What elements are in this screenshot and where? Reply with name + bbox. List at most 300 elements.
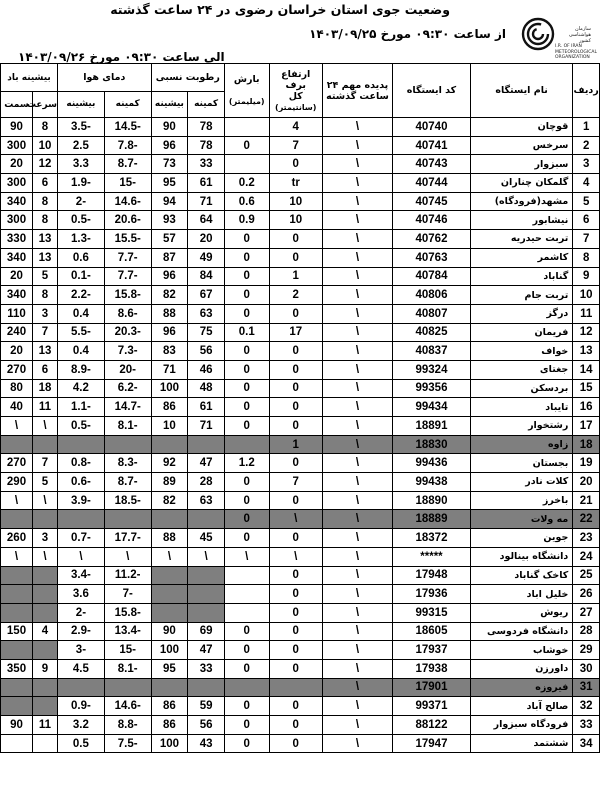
station-name: تایباد [470,398,572,417]
col-rain [225,64,270,118]
row-number: 34 [573,734,600,753]
table-row [58,716,600,735]
wind-speed [33,603,58,622]
station-name: مه ولات [470,510,572,529]
phenomenon: \ [322,286,392,305]
wind-direction: 20 [1,267,33,286]
station-code: 99438 [393,473,471,492]
phenomenon: \ [322,435,392,454]
temp-min: \ [104,547,151,566]
station-name: بجستان [470,454,572,473]
humidity-min: 28 [188,473,225,492]
table-row [58,267,600,286]
wind-row [1,697,58,716]
col-rain-label: بارش [233,74,260,85]
wind-row [1,734,58,753]
wind-row [1,659,58,678]
snow-depth: \ [269,510,322,529]
spiral-logo-icon [521,14,555,54]
temp-min: -17.7 [104,529,151,548]
rainfall: 0.6 [225,192,270,211]
row-number: 23 [573,529,600,548]
row-number: 6 [573,211,600,230]
station-code: 99324 [393,360,471,379]
wind-row [1,417,58,436]
table-row [58,697,600,716]
humidity-min: 56 [188,342,225,361]
snow-depth: 0 [269,697,322,716]
rainfall: 0 [225,734,270,753]
wind-speed: 5 [33,473,58,492]
rainfall: 0.9 [225,211,270,230]
wind-direction: 300 [1,211,33,230]
table-row [58,641,600,660]
temp-max: 3.2 [58,716,105,735]
snow-depth [269,678,322,697]
wind-row [1,454,58,473]
phenomenon: \ [322,678,392,697]
station-name: کاشمر [470,248,572,267]
table-row [58,286,600,305]
snow-depth: 0 [269,622,322,641]
temp-min: -15.8 [104,286,151,305]
humidity-max: 10 [151,417,188,436]
temp-max: 3.6 [58,585,105,604]
temp-max: -1.9 [58,174,105,193]
wind-row [1,211,58,230]
wind-direction [1,510,33,529]
wind-speed [33,566,58,585]
wind-speed: 11 [33,398,58,417]
station-name: رشتخوار [470,417,572,436]
table-row [58,417,600,436]
station-code: 17901 [393,678,471,697]
temp-min: -8.1 [104,417,151,436]
humidity-min: 61 [188,174,225,193]
table-row [58,529,600,548]
station-code: 40741 [393,136,471,155]
rainfall: 0 [225,417,270,436]
wind-direction: \ [1,547,33,566]
temp-min: -6.2 [104,379,151,398]
wind-speed [33,641,58,660]
temp-max [58,678,105,697]
humidity-min [188,435,225,454]
temp-max: \ [58,547,105,566]
snow-depth: 0 [269,248,322,267]
wind-speed: 9 [33,659,58,678]
snow-depth: 0 [269,641,322,660]
row-number: 3 [573,155,600,174]
wind-direction: 270 [1,454,33,473]
wind-speed: 8 [33,211,58,230]
rainfall: 0 [225,659,270,678]
wind-speed [33,678,58,697]
phenomenon: \ [322,323,392,342]
row-number: 33 [573,716,600,735]
row-number: 15 [573,379,600,398]
station-name: سبزوار [470,155,572,174]
temp-max: -0.6 [58,473,105,492]
snow-depth: 7 [269,136,322,155]
wind-direction: 240 [1,323,33,342]
humidity-max: 83 [151,342,188,361]
table-row [58,248,600,267]
snow-depth: 10 [269,192,322,211]
wind-direction: 260 [1,529,33,548]
wind-speed: 8 [33,118,58,137]
table-row [58,435,600,454]
temp-max: -1.1 [58,398,105,417]
temp-max [58,435,105,454]
station-code: 40807 [393,304,471,323]
wind-direction [1,435,33,454]
temp-min: -8.6 [104,304,151,323]
humidity-min [188,585,225,604]
humidity-min: 64 [188,211,225,230]
rainfall: \ [225,547,270,566]
table-row [58,192,600,211]
wind-speed [33,697,58,716]
phenomenon: \ [322,267,392,286]
wind-speed: 7 [33,323,58,342]
humidity-max: 94 [151,192,188,211]
humidity-min: 84 [188,267,225,286]
station-code: 99434 [393,398,471,417]
humidity-min [188,566,225,585]
humidity-max: 87 [151,248,188,267]
humidity-min: 56 [188,716,225,735]
station-name: کاخک گناباد [470,566,572,585]
col-wind-dir: سمت [1,92,33,118]
humidity-max: 88 [151,529,188,548]
temp-max: -3 [58,641,105,660]
phenomenon: \ [322,174,392,193]
station-name: درگز [470,304,572,323]
humidity-max: 86 [151,716,188,735]
wind-speed: 6 [33,360,58,379]
humidity-max [151,435,188,454]
station-code: 40837 [393,342,471,361]
station-code: 18891 [393,417,471,436]
rainfall: 0 [225,267,270,286]
wind-direction: \ [1,491,33,510]
wind-speed: 12 [33,155,58,174]
humidity-max [151,678,188,697]
station-code: 40784 [393,267,471,286]
table-row [58,678,600,697]
wind-row [1,435,58,454]
wind-direction [1,603,33,622]
humidity-min [188,678,225,697]
wind-direction [1,697,33,716]
humidity-max: 89 [151,473,188,492]
wind-row [1,510,58,529]
station-code: 18890 [393,491,471,510]
rainfall [225,603,270,622]
phenomenon: \ [322,659,392,678]
station-code: 40744 [393,174,471,193]
table-row [58,585,600,604]
row-number: 29 [573,641,600,660]
station-name: گناباد [470,267,572,286]
table-row [58,211,600,230]
wind-direction: 40 [1,398,33,417]
wind-row [1,192,58,211]
humidity-min: 75 [188,323,225,342]
wind-speed: \ [33,491,58,510]
humidity-min: 67 [188,286,225,305]
humidity-max: 73 [151,155,188,174]
wind-speed: 8 [33,286,58,305]
col-snow-mid: کل [288,90,303,102]
wind-direction: 90 [1,118,33,137]
phenomenon: \ [322,473,392,492]
humidity-max: 86 [151,398,188,417]
table-row [58,603,600,622]
row-number: 2 [573,136,600,155]
station-code: 18372 [393,529,471,548]
temp-min: -20 [104,360,151,379]
row-number: 9 [573,267,600,286]
temp-max: -0.5 [58,211,105,230]
temp-min: -8.7 [104,473,151,492]
temp-min: -20.3 [104,323,151,342]
logo-text-fa: سازمان هواشناسی کشور [568,26,591,44]
phenomenon: \ [322,417,392,436]
snow-depth: 0 [269,529,322,548]
logo-text-en: I.R. OF IRAN METEOROLOGICAL ORGANIZATION [555,44,597,60]
wind-direction: 20 [1,342,33,361]
wind-direction: 80 [1,379,33,398]
humidity-min [188,603,225,622]
wind-speed: 13 [33,248,58,267]
temp-max: -2.9 [58,622,105,641]
wind-speed [33,435,58,454]
humidity-min: 78 [188,136,225,155]
temp-max: -3.9 [58,491,105,510]
wind-speed [33,585,58,604]
humidity-min: 71 [188,417,225,436]
station-code: 18605 [393,622,471,641]
table-row [58,379,600,398]
temp-max: -1.3 [58,230,105,249]
humidity-max: 90 [151,622,188,641]
snow-depth: 1 [269,435,322,454]
wind-direction: \ [1,417,33,436]
wind-row [1,155,58,174]
snow-depth: 0 [269,230,322,249]
station-code: 17937 [393,641,471,660]
humidity-max: 95 [151,174,188,193]
snow-depth: 7 [269,473,322,492]
temp-min: -14.5 [104,118,151,137]
temp-min: -7.5 [104,734,151,753]
phenomenon: \ [322,118,392,137]
temp-min: -14.7 [104,398,151,417]
station-name: نیشابور [470,211,572,230]
row-number: 18 [573,435,600,454]
table-row [58,155,600,174]
wind-speed: 8 [33,192,58,211]
wind-speed: 7 [33,454,58,473]
row-number: 11 [573,304,600,323]
row-number: 16 [573,398,600,417]
humidity-min [188,510,225,529]
temp-min: -7 [104,585,151,604]
phenomenon: \ [322,192,392,211]
rainfall: 0 [225,398,270,417]
row-number: 19 [573,454,600,473]
phenomenon: \ [322,529,392,548]
station-code: 18889 [393,510,471,529]
rainfall: 0 [225,304,270,323]
wind-direction: 340 [1,286,33,305]
station-name: سرخس [470,136,572,155]
humidity-max [151,566,188,585]
phenomenon: \ [322,622,392,641]
humidity-min: 78 [188,118,225,137]
phenomenon: \ [322,454,392,473]
col-temp-max: بیشینه [58,92,105,118]
rainfall: 0 [225,716,270,735]
temp-max: 0.6 [58,248,105,267]
station-code: 17938 [393,659,471,678]
row-number: 17 [573,417,600,436]
row-number: 21 [573,491,600,510]
wind-row [1,118,58,137]
temp-min: -14.6 [104,697,151,716]
station-name: خواف [470,342,572,361]
rainfall: 0.1 [225,323,270,342]
station-code: ***** [393,547,471,566]
temp-min: -15.5 [104,230,151,249]
row-number: 24 [573,547,600,566]
wind-direction [1,734,33,753]
humidity-max: 88 [151,304,188,323]
phenomenon: \ [322,211,392,230]
station-code: 40763 [393,248,471,267]
table-row [58,174,600,193]
snow-depth: 0 [269,603,322,622]
col-temp-min: کمینه [104,92,151,118]
table-row [58,342,600,361]
humidity-max [151,585,188,604]
col-hum-min: کمینه [188,92,225,118]
snow-depth: 0 [269,585,322,604]
wind-direction: 350 [1,659,33,678]
phenomenon: \ [322,248,392,267]
station-name: دانشگاه بینالود [470,547,572,566]
table-row [58,491,600,510]
temp-min: -8.3 [104,454,151,473]
station-code: 17936 [393,585,471,604]
wind-speed [33,734,58,753]
humidity-min: 46 [188,360,225,379]
weather-table [57,63,600,753]
rainfall: 0 [225,622,270,641]
temp-max: -8.9 [58,360,105,379]
phenomenon: \ [322,566,392,585]
wind-row [1,566,58,585]
temp-max: 0.4 [58,342,105,361]
rainfall: 0 [225,342,270,361]
col-temp: دمای هوا [58,64,152,92]
station-name: فرودگاه سبزوار [470,716,572,735]
snow-depth: 0 [269,659,322,678]
wind-direction: 150 [1,622,33,641]
wind-direction [1,678,33,697]
station-code: 40762 [393,230,471,249]
rainfall: 0 [225,248,270,267]
snow-depth: 17 [269,323,322,342]
rainfall [225,118,270,137]
phenomenon: \ [322,379,392,398]
col-hum-max: بیشینه [151,92,188,118]
wind-speed: \ [33,417,58,436]
rainfall: 0 [225,641,270,660]
wind-row [1,360,58,379]
station-name: جغتای [470,360,572,379]
humidity-min: 61 [188,398,225,417]
wind-row [1,491,58,510]
temp-min: -20.6 [104,211,151,230]
row-number: 10 [573,286,600,305]
station-code: 88122 [393,716,471,735]
wind-row [1,379,58,398]
row-number: 14 [573,360,600,379]
humidity-min: 69 [188,622,225,641]
row-number: 26 [573,585,600,604]
wind-speed: 13 [33,342,58,361]
station-name: زاوه [470,435,572,454]
humidity-max: 86 [151,697,188,716]
wind-row [1,323,58,342]
station-code: 40740 [393,118,471,137]
period-from: از ساعت ۰۹:۳۰ مورخ ۱۴۰۳/۰۹/۲۵ [309,27,506,41]
wind-direction [1,641,33,660]
wind-speed: 18 [33,379,58,398]
temp-min: -13.4 [104,622,151,641]
station-name: باخرز [470,491,572,510]
phenomenon: \ [322,547,392,566]
station-code: 99436 [393,454,471,473]
temp-min: -11.2 [104,566,151,585]
rainfall: 0 [225,529,270,548]
wind-row [1,529,58,548]
phenomenon: \ [322,230,392,249]
temp-max: -2 [58,192,105,211]
wind-row [1,622,58,641]
temp-min: -8.8 [104,716,151,735]
table-row [58,136,600,155]
station-name: دانشگاه فردوسی [470,622,572,641]
row-number: 32 [573,697,600,716]
wind-direction: 90 [1,716,33,735]
humidity-max: \ [151,547,188,566]
humidity-min: 71 [188,192,225,211]
table-row [58,118,600,137]
temp-min: -7.7 [104,267,151,286]
wind-row [1,136,58,155]
table-row [58,304,600,323]
snow-depth: 4 [269,118,322,137]
row-number: 31 [573,678,600,697]
snow-depth: 0 [269,716,322,735]
wind-speed: 11 [33,716,58,735]
temp-min: -7.7 [104,248,151,267]
row-number: 28 [573,622,600,641]
